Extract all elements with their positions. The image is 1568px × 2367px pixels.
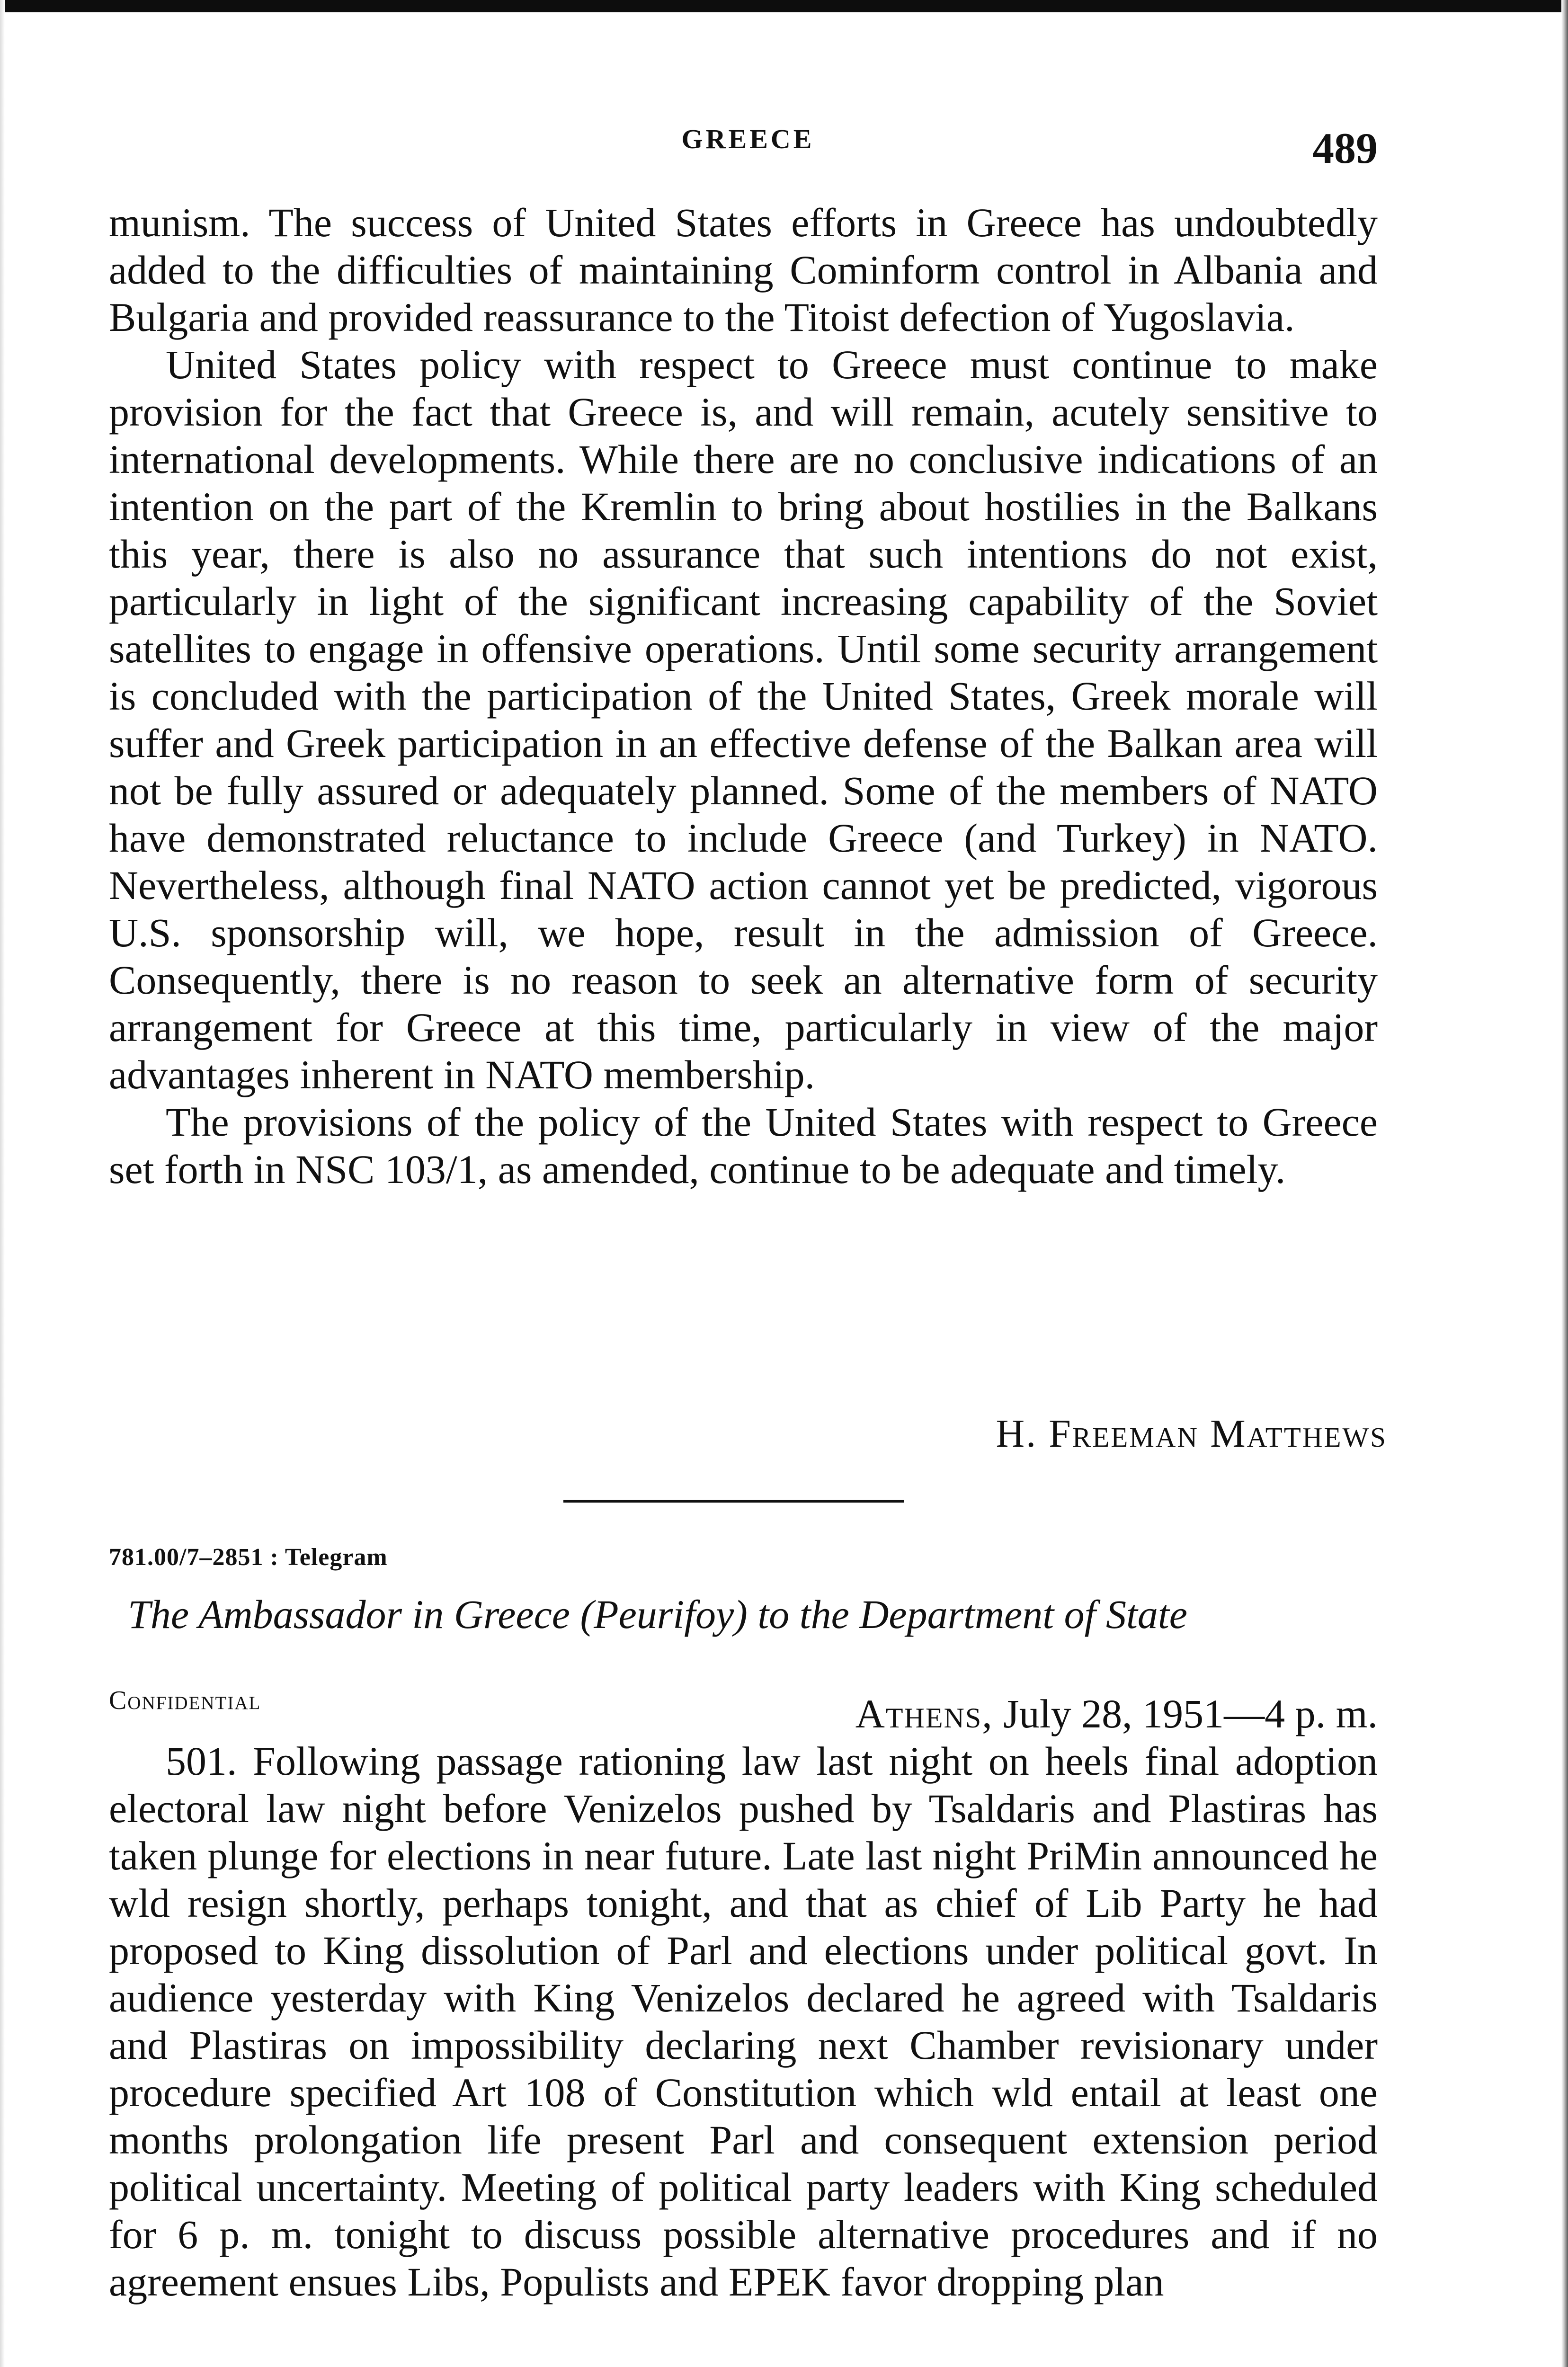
paragraph-3: The provisions of the policy of the United States with respect to Greece set forth in NSC 103/1, as amended, continue to be adequate and timely. — [109, 1099, 1378, 1192]
running-title: GREECE — [681, 124, 815, 154]
classification-label: Confidential — [109, 1686, 261, 1715]
dateline-date: July 28, 1951—4 p. m. — [1003, 1691, 1378, 1736]
paragraph-1: munism. The success of United States efforts in Greece has undoubtedly added to the difficulties of maintaining Cominform control in Albania and Bulgaria and provided reassurance to the Titoist defection of Yugoslavia. — [109, 200, 1378, 340]
file-reference: 781.00/7–2851 : Telegram — [109, 1544, 388, 1571]
dateline — [855, 1690, 1378, 1737]
dateline-place: Athens, — [855, 1691, 993, 1736]
scan-right-edge — [1561, 0, 1568, 2367]
page-number: 489 — [1312, 124, 1378, 172]
signature: H. Freeman Matthews — [996, 1412, 1387, 1456]
paragraph-2: United States policy with respect to Greece must continue to make provision for the fact that Greece is, and will remain, acutely sensitive to international developments. While there are no conclusive indications of an intention on the part of the Kremlin to bring about hostilies in the Balkans this year, there is also no assurance that such intentions do not exist, particularly in light of the significant increasing capability of the Soviet satellites to engage in offensive operations. Until some security arrangement is concluded with the participation of the United States, Greek morale will suffer and Greek participation in an effective defense of the Balkan area will not be fully assured or adequately planned. Some of the members of NATO have demonstrated reluctance to include Greece (and Turkey) in NATO. Nevertheless, although final NATO action cannot yet be predicted, vigorous U.S. sponsorship will, we hope, result in the admission of Greece. Consequently, there is no reason to seek an alternative form of security arrangement for Greece at this time, particularly in view of the major advantages inherent in NATO membership. — [109, 342, 1378, 1097]
scan-left-edge — [0, 0, 5, 2367]
telegram-paragraph: 501. Following passage rationing law last night on heels final adoption electoral law night before Venizelos pushed by Tsaldaris and Plastiras has taken plunge for elections in near future. Late last night PriMin announced he wld resign shortly, perhaps tonight, and that as chief of Lib Party he had proposed to King dissolution of Parl and elections under political govt. In audience yesterday with King Venizelos declared he agreed with Tsaldaris and Plastiras on impossibility declaring next Chamber revisionary under procedure specified Art 108 of Constitution which wld entail at least one months prolongation life present Parl and consequent extension period political uncertainty. Meeting of political party leaders with King scheduled for 6 p. m. tonight to discuss possible alternative procedures and if no agreement ensues Libs, Populists and EPEK favor dropping plan — [109, 1738, 1378, 2305]
section-divider — [563, 1500, 904, 1503]
scan-top-edge — [0, 0, 1568, 12]
memo-continuation — [109, 199, 1378, 1193]
telegram-body — [109, 1737, 1378, 2305]
document-title: The Ambassador in Greece (Peurifoy) to the Department of State — [128, 1592, 1187, 1637]
